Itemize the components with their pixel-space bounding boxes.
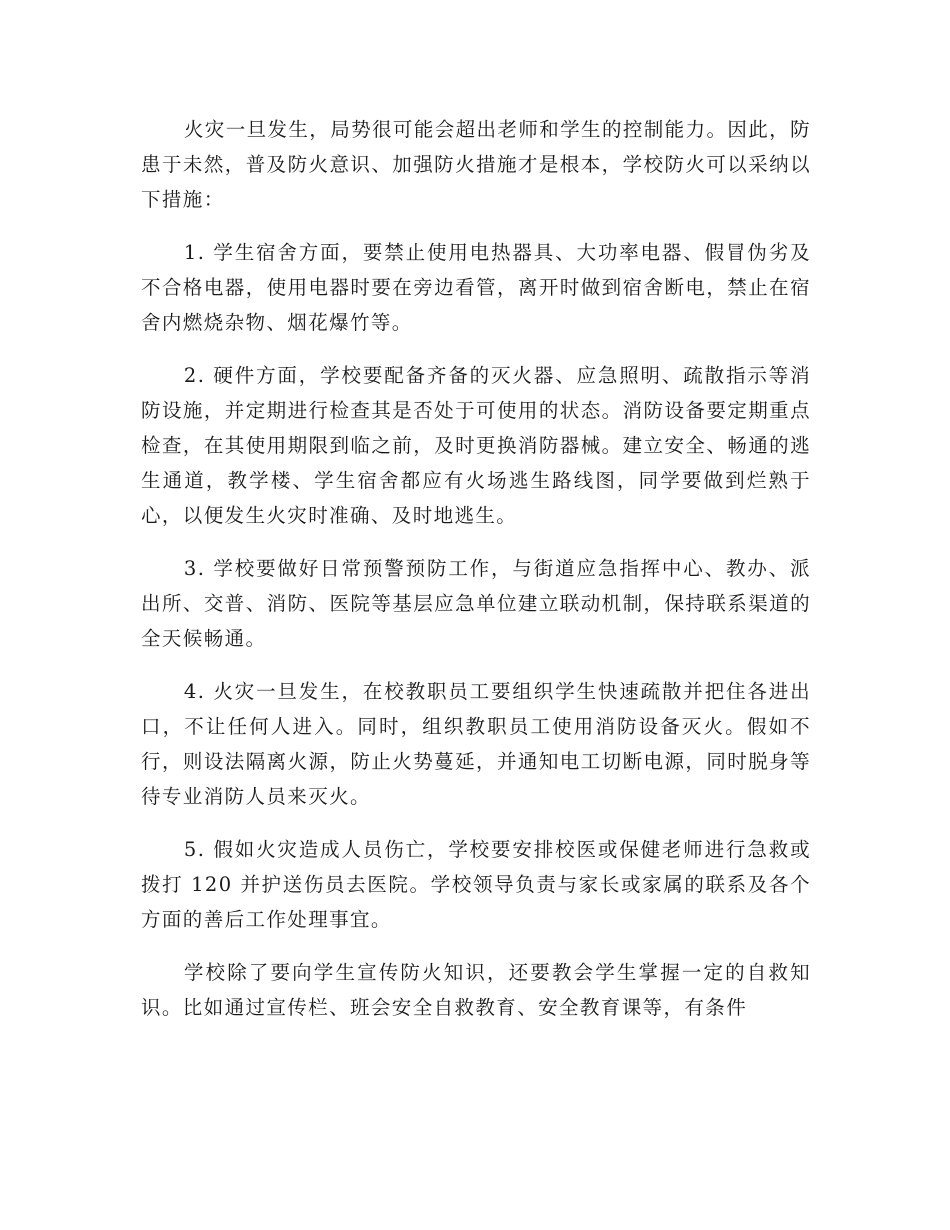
measure-item-1: 1. 学生宿舍方面，要禁止使用电热器具、大功率电器、假冒伪劣及不合格电器，使用电器时要在旁边看管，离开时做到宿舍断电，禁止在宿舍内燃烧杂物、烟花爆竹等。 bbox=[141, 241, 811, 334]
document-body bbox=[141, 112, 811, 1043]
measure-item-3: 3. 学校要做好日常预警预防工作，与街道应急指挥中心、教办、派出所、交普、消防、医院等基层应急单位建立联动机制，保持联系渠道的全天候畅通。 bbox=[141, 557, 811, 650]
intro-paragraph: 火灾一旦发生，局势很可能会超出老师和学生的控制能力。因此，防患于未然，普及防火意识、加强防火措施才是根本，学校防火可以采纳以下措施： bbox=[141, 118, 811, 211]
measure-item-2: 2. 硬件方面，学校要配备齐备的灭火器、应急照明、疏散指示等消防设施，并定期进行检查其是否处于可使用的状态。消防设备要定期重点检查，在其使用期限到临之前，及时更换消防器械。建立安全、畅通的逃生通道，教学楼、学生宿舍都应有火场逃生路线图，同学要做到烂熟于心，以便发生火灾时准确、及时地逃生。 bbox=[141, 364, 811, 527]
measure-item-4: 4. 火灾一旦发生，在校教职员工要组织学生快速疏散并把住各进出口，不让任何人进入。同时，组织教职员工使用消防设备灭火。假如不行，则设法隔离火源，防止火势蔓延，并通知电工切断电源，同时脱身等待专业消防人员来灭火。 bbox=[141, 680, 811, 808]
closing-paragraph: 学校除了要向学生宣传防火知识，还要教会学生掌握一定的自救知识。比如通过宣传栏、班会安全自救教育、安全教育课等，有条件 bbox=[141, 961, 811, 1019]
measure-item-5: 5. 假如火灾造成人员伤亡，学校要安排校医或保健老师进行急救或拨打 120 并护送伤员去医院。学校领导负责与家长或家属的联系及各个方面的善后工作处理事宜。 bbox=[141, 838, 811, 931]
